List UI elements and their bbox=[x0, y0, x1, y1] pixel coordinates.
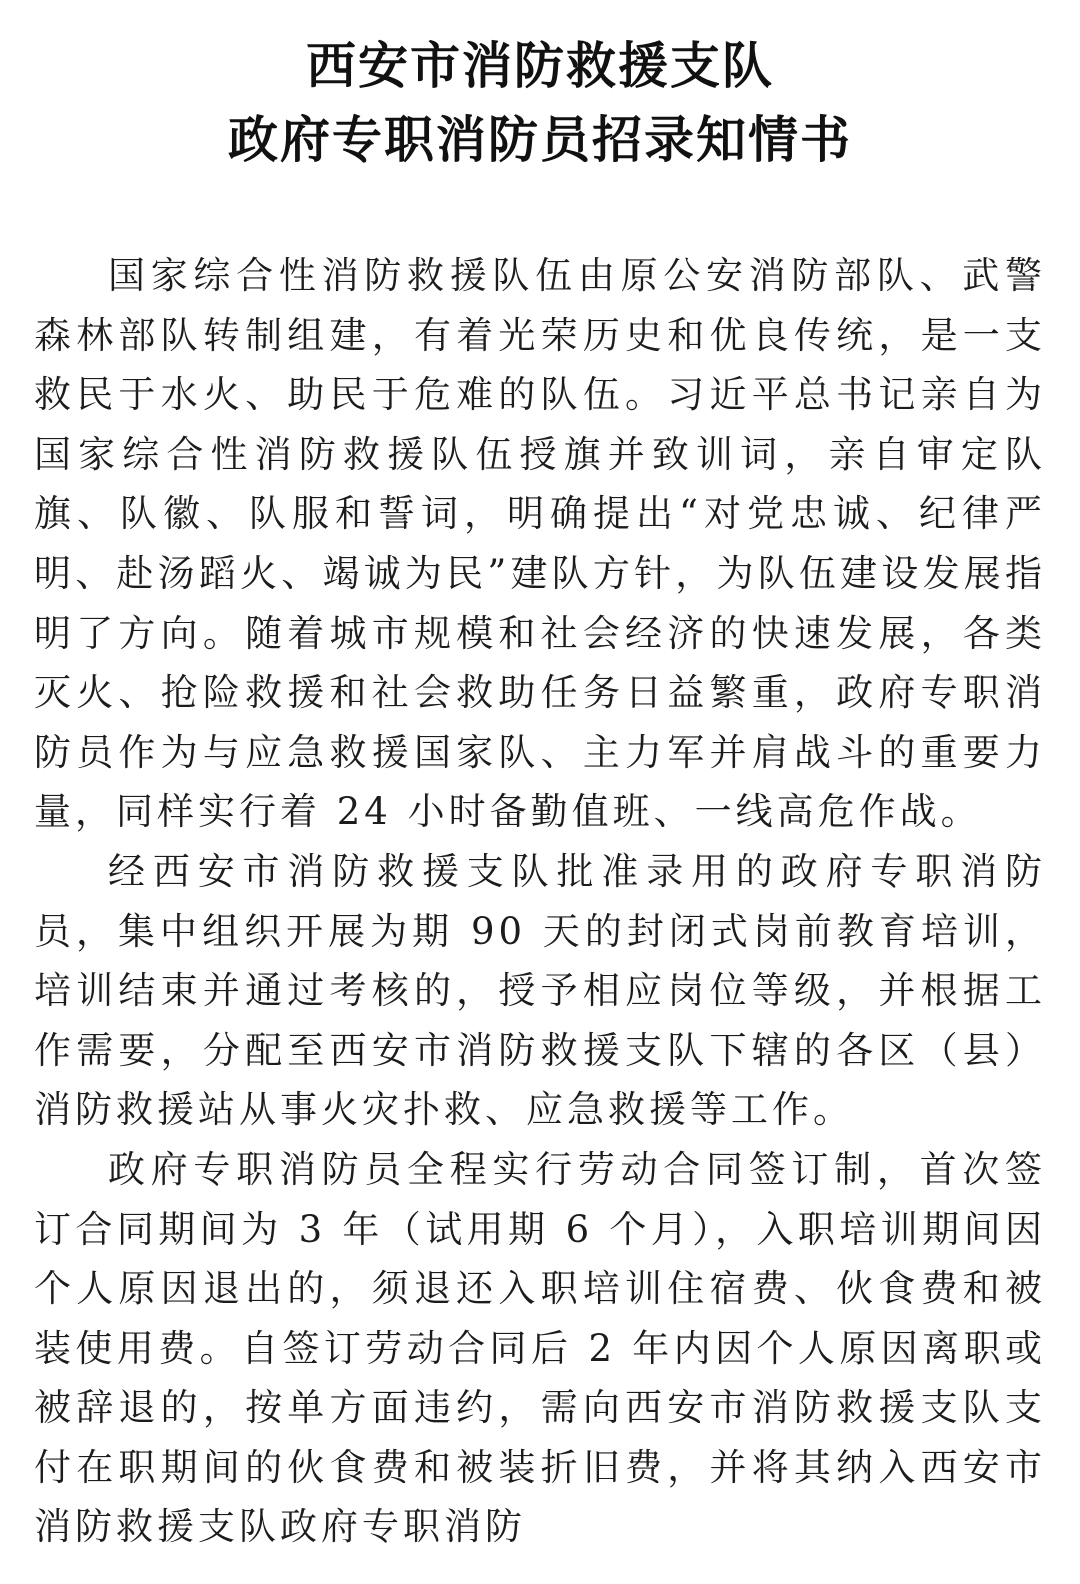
paragraph-3: 政府专职消防员全程实行劳动合同签订制，首次签订合同期间为 3 年（试用期 6 个月），入职培训期间因个人原因退出的，须退还入职培训住宿费、伙食费和被装使用费。自签订劳动合同后 2 年内因个人原因离职或被辞退的，按单方面违约，需向西安市消防救援支队支付在职期间的伙食费和被装折旧费，并将其纳入西安市消防救援支队政府专职消防 bbox=[34, 1147, 1046, 1549]
paragraph-2: 经西安市消防救援支队批准录用的政府专职消防员，集中组织开展为期 90 天的封闭式岗前教育培训，培训结束并通过考核的，授予相应岗位等级，并根据工作需要，分配至西安市消防救援支队下辖的各区（县）消防救援站从事火灾扑救、应急救援等工作。 bbox=[34, 849, 1046, 1132]
document-title-line-1: 西安市消防救援支队 bbox=[306, 36, 774, 95]
paragraph-1: 国家综合性消防救援队伍由原公安消防部队、武警森林部队转制组建，有着光荣历史和优良传统，是一支救民于水火、助民于危难的队伍。习近平总书记亲自为国家综合性消防救援队伍授旗并致训词，亲自审定队旗、队徽、队服和誓词，明确提出“对党忠诚、纪律严明、赴汤蹈火、竭诚为民”建队方针，为队伍建设发展指明了方向。随着城市规模和社会经济的快速发展，各类灭火、抢险救援和社会救助任务日益繁重，政府专职消防员作为与应急救援国家队、主力军并肩战斗的重要力量，同样实行着 24 小时备勤值班、一线高危作战。 bbox=[34, 254, 1046, 834]
document-title-line-2: 政府专职消防员招录知情书 bbox=[228, 110, 852, 169]
document-body bbox=[34, 246, 1046, 1557]
